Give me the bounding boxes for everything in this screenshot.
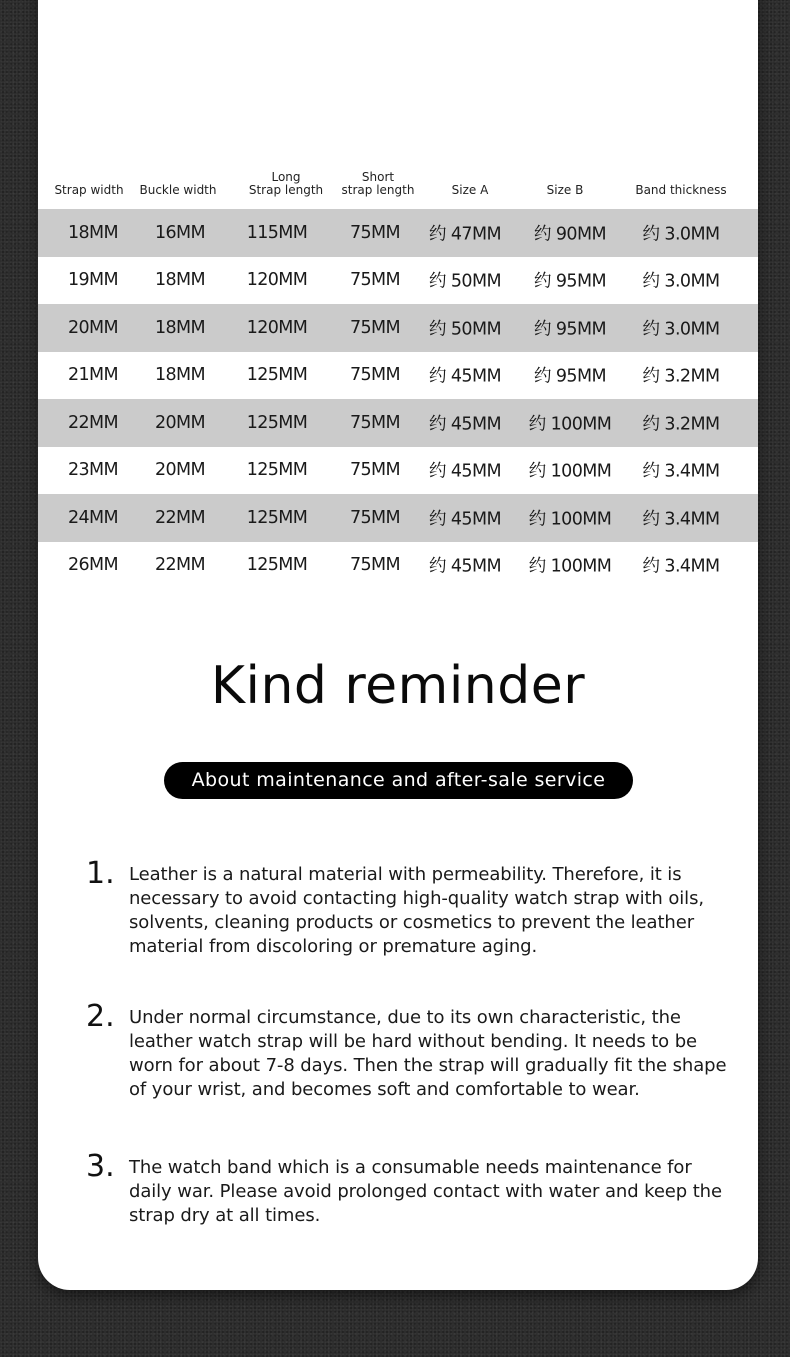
reminder-title: Kind reminder — [210, 656, 586, 716]
header-strap-width: Strap width — [54, 183, 124, 197]
table-header — [38, 160, 758, 209]
cell-band-thickness: 约 3.0MM — [642, 319, 720, 340]
note-number: 1. — [86, 856, 115, 891]
table-row — [38, 209, 758, 257]
cell-short-strap-length: 75MM — [349, 412, 401, 433]
cell-size-a: 约 45MM — [429, 461, 501, 482]
note-number: 3. — [86, 1149, 115, 1184]
cell-long-strap-length: 125MM — [246, 365, 308, 386]
cell-size-a: 约 45MM — [429, 414, 501, 435]
cell-strap-width: 20MM — [67, 317, 119, 338]
table-row — [38, 304, 758, 352]
cell-short-strap-length: 75MM — [349, 460, 401, 481]
note-text: Under normal circumstance, due to its own characteristic, the leather watch strap will be hard without bending. It needs to be worn for about 7-8 days. Then the strap will gradually fit the shape of your wrist, and becomes soft and comfortable to wear. — [129, 1007, 727, 1100]
cell-band-thickness: 约 3.0MM — [642, 271, 720, 292]
cell-size-a: 约 50MM — [429, 271, 501, 292]
cell-strap-width: 22MM — [67, 412, 119, 433]
cell-strap-width: 18MM — [67, 222, 119, 243]
cell-size-a: 约 45MM — [429, 509, 501, 530]
cell-strap-width: 23MM — [67, 460, 119, 481]
cell-size-b: 约 100MM — [528, 461, 612, 482]
cell-buckle-width: 22MM — [154, 507, 206, 528]
cell-band-thickness: 约 3.4MM — [642, 509, 720, 530]
cell-strap-width: 19MM — [67, 270, 119, 291]
cell-short-strap-length: 75MM — [349, 270, 401, 291]
cell-size-b: 约 90MM — [534, 224, 606, 245]
cell-long-strap-length: 115MM — [246, 222, 308, 243]
cell-buckle-width: 18MM — [154, 317, 206, 338]
cell-long-strap-length: 120MM — [246, 317, 308, 338]
cell-size-b: 约 95MM — [534, 366, 606, 387]
table-row — [38, 352, 758, 400]
cell-strap-width: 21MM — [67, 365, 119, 386]
table-body — [38, 209, 758, 589]
table-row — [38, 399, 758, 447]
cell-band-thickness: 约 3.2MM — [642, 414, 720, 435]
cell-strap-width: 26MM — [67, 555, 119, 576]
content-card — [38, 0, 758, 1290]
header-band-thickness: Band thickness — [635, 183, 727, 197]
note-text: The watch band which is a consumable needs maintenance for daily war. Please avoid prolonged contact with water and keep the strap dry at all times. — [129, 1157, 722, 1226]
cell-long-strap-length: 120MM — [246, 270, 308, 291]
cell-buckle-width: 20MM — [154, 412, 206, 433]
cell-band-thickness: 约 3.0MM — [642, 224, 720, 245]
header-short-strap-length: Short strap length — [341, 170, 415, 197]
cell-buckle-width: 18MM — [154, 365, 206, 386]
cell-short-strap-length: 75MM — [349, 555, 401, 576]
cell-buckle-width: 18MM — [154, 270, 206, 291]
cell-band-thickness: 约 3.4MM — [642, 556, 720, 577]
cell-size-b: 约 100MM — [528, 414, 612, 435]
header-buckle-width: Buckle width — [139, 183, 217, 197]
table-row — [38, 494, 758, 542]
cell-size-b: 约 95MM — [534, 319, 606, 340]
cell-buckle-width: 22MM — [154, 555, 206, 576]
header-size-b: Size B — [546, 183, 584, 197]
cell-size-b: 约 95MM — [534, 271, 606, 292]
note-number: 2. — [86, 999, 115, 1034]
header-long-strap-length: Long Strap length — [248, 170, 324, 197]
cell-long-strap-length: 125MM — [246, 555, 308, 576]
note-text: Leather is a natural material with permeability. Therefore, it is necessary to avoid contacting high-quality watch strap with oils, solvents, cleaning products or cosmetics to prevent the leather material from discoloring or premature aging. — [129, 864, 704, 957]
cell-strap-width: 24MM — [67, 507, 119, 528]
cell-size-b: 约 100MM — [528, 509, 612, 530]
cell-size-a: 约 45MM — [429, 556, 501, 577]
table-row — [38, 542, 758, 590]
table-row — [38, 447, 758, 495]
cell-short-strap-length: 75MM — [349, 317, 401, 338]
cell-short-strap-length: 75MM — [349, 365, 401, 386]
cell-band-thickness: 约 3.4MM — [642, 461, 720, 482]
cell-short-strap-length: 75MM — [349, 507, 401, 528]
cell-size-a: 约 45MM — [429, 366, 501, 387]
cell-long-strap-length: 125MM — [246, 460, 308, 481]
table-row — [38, 257, 758, 305]
cell-size-b: 约 100MM — [528, 556, 612, 577]
cell-long-strap-length: 125MM — [246, 507, 308, 528]
header-size-a: Size A — [451, 183, 489, 197]
cell-size-a: 约 50MM — [429, 319, 501, 340]
size-table — [38, 160, 758, 589]
cell-long-strap-length: 125MM — [246, 412, 308, 433]
cell-buckle-width: 20MM — [154, 460, 206, 481]
cell-buckle-width: 16MM — [154, 222, 206, 243]
cell-short-strap-length: 75MM — [349, 222, 401, 243]
cell-band-thickness: 约 3.2MM — [642, 366, 720, 387]
subtitle-pill: About maintenance and after-sale service — [164, 762, 633, 799]
cell-size-a: 约 47MM — [429, 224, 501, 245]
